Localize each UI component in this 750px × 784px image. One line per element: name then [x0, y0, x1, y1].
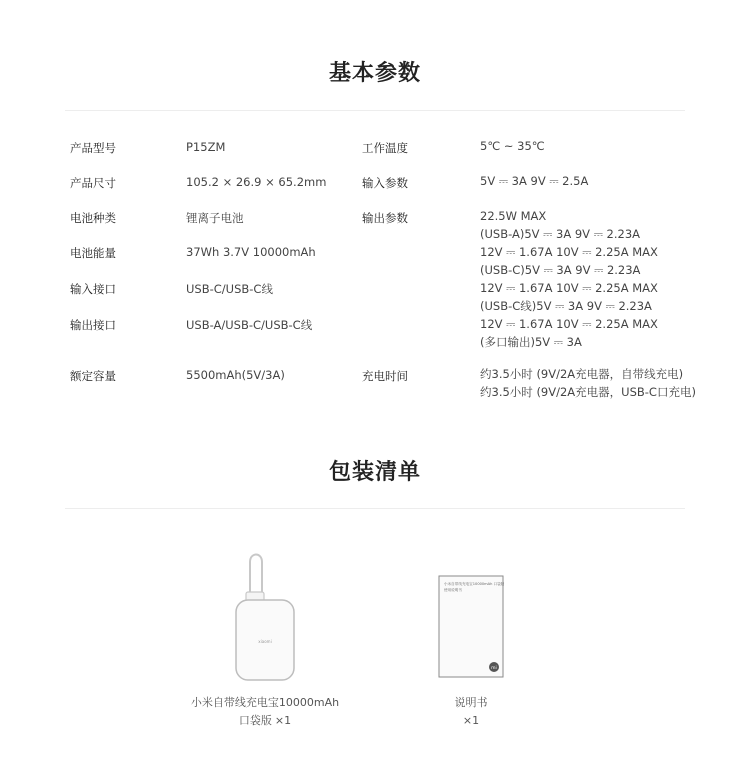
spec-line: 22.5W MAX: [480, 209, 547, 223]
package-title: 包装清单: [328, 460, 421, 485]
package-item-name: 小米自带线充电宝10000mAh: [190, 696, 340, 709]
spec-line: 12V ⎓ 1.67A 10V ⎓ 2.25A MAX: [480, 245, 658, 259]
package-item-name: 说明书: [454, 696, 488, 709]
spec-value-model: P15ZM: [186, 140, 226, 154]
spec-line: 12V ⎓ 1.67A 10V ⎓ 2.25A MAX: [480, 281, 658, 295]
spec-line: 5℃ ~ 35℃: [480, 139, 545, 153]
spec-label-charge-time: 充电时间: [362, 369, 408, 383]
spec-line: (USB-C)5V ⎓ 3A 9V ⎓ 2.23A: [480, 263, 641, 277]
spec-line: 约3.5小时 (9V/2A充电器，USB-C口充电): [480, 385, 696, 399]
spec-value-charge-time: [480, 365, 696, 401]
spec-label-size: 产品尺寸: [70, 176, 116, 190]
spec-label-output: 输出参数: [362, 211, 408, 225]
mi-logo-text: mi: [491, 666, 497, 671]
spec-value-battery-energy: 37Wh 3.7V 10000mAh: [186, 245, 316, 259]
spec-label-temperature: 工作温度: [362, 141, 408, 155]
spec-line: 5V ⎓ 3A 9V ⎓ 2.5A: [480, 174, 589, 188]
spec-value-temperature: [480, 137, 545, 155]
package-item-powerbank: [170, 694, 360, 730]
power-bank-illustration: [230, 548, 300, 683]
spec-label-battery-type: 电池种类: [70, 211, 116, 225]
spec-value-size: 105.2 × 26.9 × 65.2mm: [186, 175, 327, 189]
spec-value-input-port: USB-C/USB-C线: [186, 282, 273, 296]
spec-label-output-port: 输出接口: [70, 318, 116, 332]
spec-value-rated-capacity: 5500mAh(5V/3A): [186, 368, 285, 382]
specs-title: 基本参数: [328, 61, 421, 86]
spec-value-battery-type: 锂离子电池: [186, 211, 244, 225]
spec-line: (USB-C线)5V ⎓ 3A 9V ⎓ 2.23A: [480, 299, 652, 313]
package-item-qty: ×1: [462, 714, 480, 727]
spec-value-output: [480, 207, 658, 351]
package-item-name-2: 口袋版: [238, 714, 272, 727]
package-item-qty: ×1: [274, 714, 292, 727]
manual-illustration: [438, 575, 504, 678]
manual-subtitle-text: 使用说明书: [444, 588, 462, 592]
package-divider: [65, 508, 685, 509]
spec-label-model: 产品型号: [70, 141, 116, 155]
spec-line: 12V ⎓ 1.67A 10V ⎓ 2.25A MAX: [480, 317, 658, 331]
spec-value-input: [480, 172, 588, 190]
spec-label-rated-capacity: 额定容量: [70, 369, 116, 383]
spec-label-input: 输入参数: [362, 176, 408, 190]
spec-label-battery-energy: 电池能量: [70, 246, 116, 260]
spec-value-output-port: USB-A/USB-C/USB-C线: [186, 318, 313, 332]
spec-label-input-port: 输入接口: [70, 282, 116, 296]
device-brand-text: xiaomi: [258, 639, 272, 644]
spec-line: (多口输出)5V ⎓ 3A: [480, 335, 582, 349]
specs-divider: [65, 110, 685, 111]
manual-title-text: 小米自带线充电宝10000mAh 口袋版: [444, 582, 504, 586]
package-item-manual: [420, 694, 522, 730]
spec-line: 约3.5小时 (9V/2A充电器，自带线充电): [480, 367, 684, 381]
spec-line: (USB-A)5V ⎓ 3A 9V ⎓ 2.23A: [480, 227, 640, 241]
